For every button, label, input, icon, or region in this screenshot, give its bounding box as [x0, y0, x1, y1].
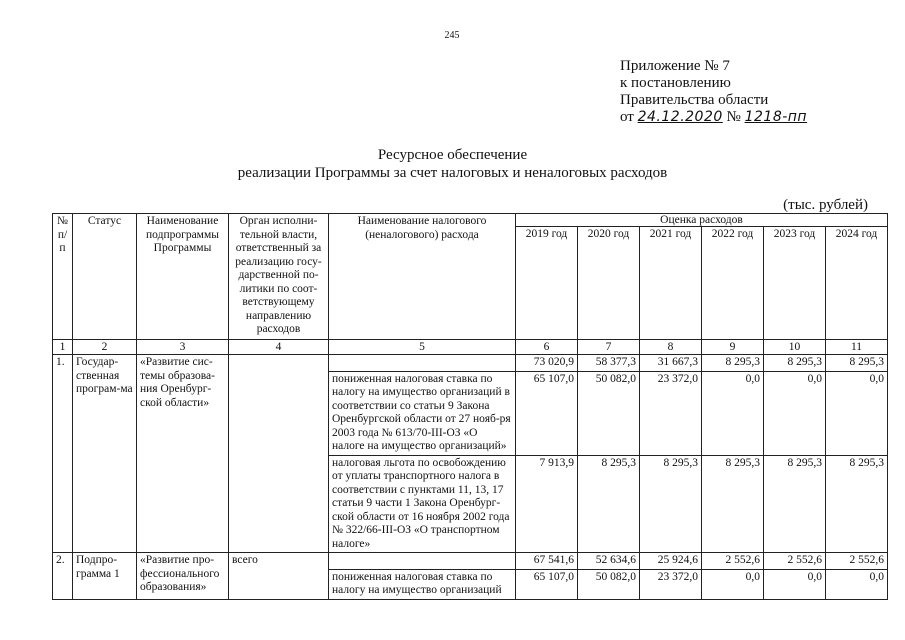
value-cell: 50 082,0	[578, 569, 640, 599]
value-cell: 8 295,3	[702, 355, 764, 372]
row-expense-name: налоговая льгота по освобождению от уплаты транспортного налога в соответствии с пунктами 11, 13, 17 статьи 9 части 1 Закона Оренбург-ской области от 16 ноября 2002 года № 322/66-III-ОЗ «О транспортном налоге»	[329, 455, 516, 553]
row-number: 1.	[53, 355, 73, 553]
resource-table	[52, 213, 888, 600]
column-number: 2	[73, 340, 137, 355]
column-number: 1	[53, 340, 73, 355]
value-cell: 8 295,3	[640, 455, 702, 553]
value-cell: 23 372,0	[640, 569, 702, 599]
header-estimate: Оценка расходов	[516, 214, 888, 227]
column-number: 3	[137, 340, 229, 355]
appendix-header	[620, 58, 807, 126]
value-cell: 2 552,6	[826, 553, 888, 570]
page-number: 245	[444, 30, 460, 41]
table-row	[53, 553, 888, 570]
value-cell: 0,0	[826, 371, 888, 455]
row-expense-name	[329, 355, 516, 372]
value-cell: 65 107,0	[516, 371, 578, 455]
units-label: (тыс. рублей)	[783, 197, 868, 213]
value-cell: 0,0	[764, 569, 826, 599]
appendix-line-2: к постановлению	[620, 75, 731, 91]
appendix-line-3: Правительства области	[620, 92, 769, 108]
value-cell: 65 107,0	[516, 569, 578, 599]
value-cell: 8 295,3	[764, 355, 826, 372]
document-title-line-2: реализации Программы за счет налоговых и неналоговых расходов	[237, 165, 668, 181]
value-cell: 8 295,3	[826, 355, 888, 372]
value-cell: 7 913,9	[516, 455, 578, 553]
row-expense-name: пониженная налоговая ставка по налогу на имущество организаций	[329, 569, 516, 599]
column-number: 11	[826, 340, 888, 355]
column-number: 7	[578, 340, 640, 355]
row-expense-name	[329, 553, 516, 570]
header-year: 2024 год	[826, 227, 888, 340]
value-cell: 23 372,0	[640, 371, 702, 455]
column-number: 10	[764, 340, 826, 355]
value-cell: 8 295,3	[702, 455, 764, 553]
value-cell: 8 295,3	[764, 455, 826, 553]
column-number: 9	[702, 340, 764, 355]
column-number: 5	[329, 340, 516, 355]
value-cell: 52 634,6	[578, 553, 640, 570]
row-program-name: «Развитие про-фессионального образования»	[137, 553, 229, 600]
value-cell: 0,0	[764, 371, 826, 455]
header-row	[53, 214, 888, 227]
header-program-name: Наименование подпрограммы Программы	[137, 214, 229, 340]
value-cell: 8 295,3	[826, 455, 888, 553]
value-cell: 8 295,3	[578, 455, 640, 553]
column-number: 4	[229, 340, 329, 355]
value-cell: 0,0	[702, 371, 764, 455]
value-cell: 0,0	[702, 569, 764, 599]
table-row	[53, 355, 888, 372]
row-organ: всего	[229, 553, 329, 600]
value-cell: 50 082,0	[578, 371, 640, 455]
header-year: 2021 год	[640, 227, 702, 340]
number-prefix: №	[726, 109, 741, 125]
value-cell: 25 924,6	[640, 553, 702, 570]
value-cell: 73 020,9	[516, 355, 578, 372]
handwritten-number: 1218-пп	[744, 109, 808, 125]
header-num: № п/п	[53, 214, 73, 340]
header-year: 2019 год	[516, 227, 578, 340]
value-cell: 31 667,3	[640, 355, 702, 372]
column-number-row	[53, 340, 888, 355]
row-status: Подпро-грамма 1	[73, 553, 137, 600]
value-cell: 2 552,6	[702, 553, 764, 570]
row-expense-name: пониженная налоговая ставка по налогу на имущество организаций в соответствии со статьи 9 Закона Оренбургской области от 27 нояб-ря 2003 года № 613/70-III-ОЗ «О налоге на имущество организаций»	[329, 371, 516, 455]
column-number: 8	[640, 340, 702, 355]
value-cell: 2 552,6	[764, 553, 826, 570]
header-year: 2020 год	[578, 227, 640, 340]
row-program-name: «Развитие сис-темы образова-ния Оренбург-ской области»	[137, 355, 229, 553]
page-cutoff	[0, 600, 905, 640]
row-organ	[229, 355, 329, 553]
header-year: 2023 год	[764, 227, 826, 340]
handwritten-date: 24.12.2020	[637, 109, 723, 125]
document-title-line-1: Ресурсное обеспечение	[377, 147, 528, 163]
value-cell: 0,0	[826, 569, 888, 599]
header-status: Статус	[73, 214, 137, 340]
header-organ: Орган исполни-тельной власти, ответственный за реализацию госу-дарственной по-литики по соот-ветствующему направлению расходов	[229, 214, 329, 340]
appendix-date-line	[620, 109, 807, 126]
row-number: 2.	[53, 553, 73, 600]
header-year: 2022 год	[702, 227, 764, 340]
date-prefix: от	[620, 109, 634, 125]
value-cell: 58 377,3	[578, 355, 640, 372]
column-number: 6	[516, 340, 578, 355]
row-status: Государ-ственная програм-ма	[73, 355, 137, 553]
value-cell: 67 541,6	[516, 553, 578, 570]
appendix-line-1: Приложение № 7	[620, 58, 730, 74]
header-expense-name: Наименование налогового (неналогового) расхода	[329, 214, 516, 340]
